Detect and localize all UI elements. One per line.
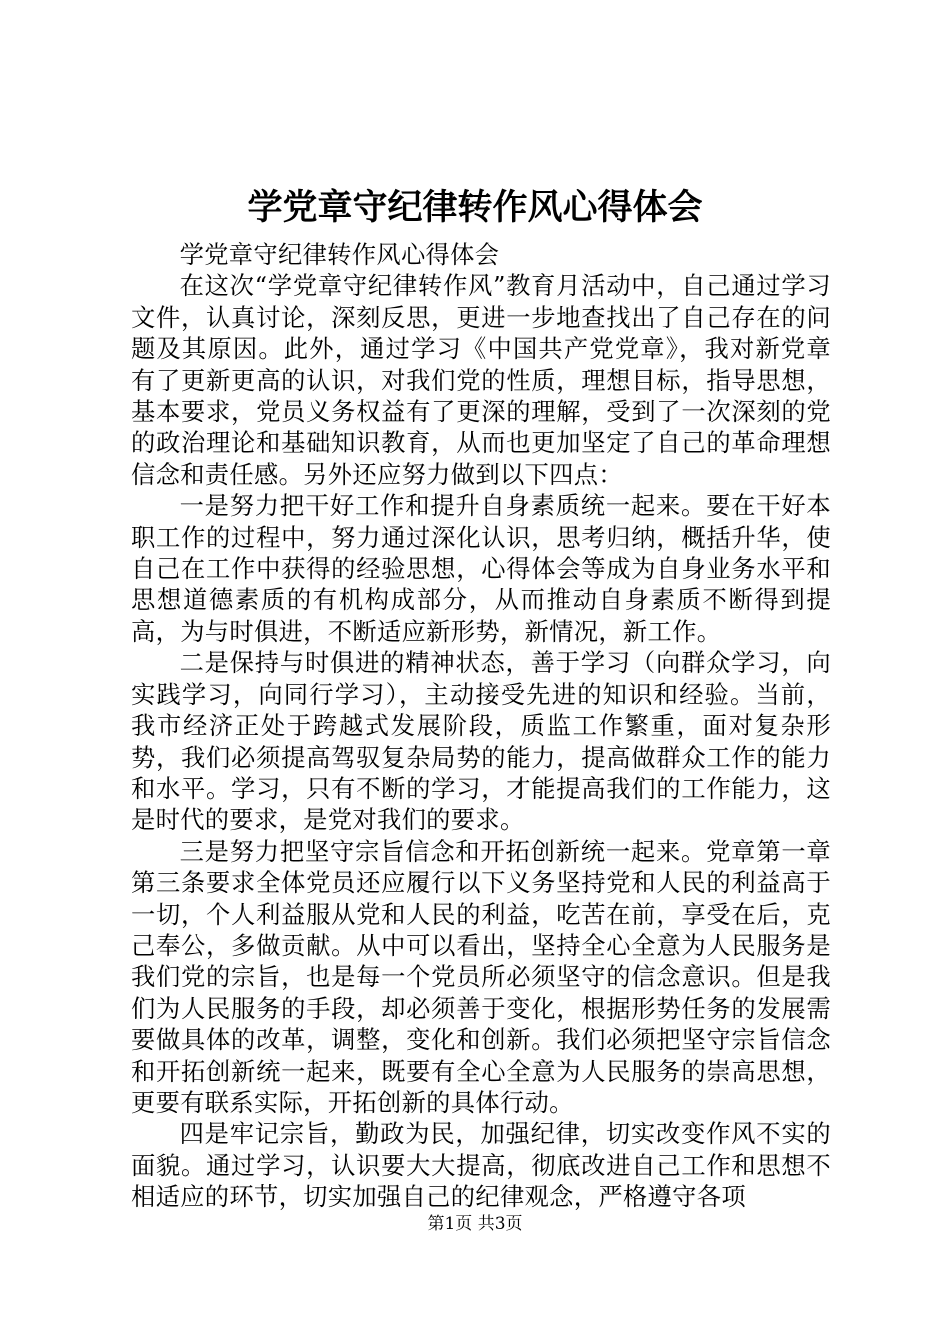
paragraph-intro: 在这次“学党章守纪律转作风”教育月活动中，自己通过学习文件，认真讨论，深刻反思，更进一步地查找出了自己存在的问题及其原因。此外，通过学习《中国共产党党章》，我对新党章有了更新更高的认识，对我们党的性质，理想目标，指导思想，基本要求，党员义务权益有了更深的理解，受到了一次深刻的党的政治理论和基础知识教育，从而也更加坚定了自己的革命理想信念和责任感。另外还应努力做到以下四点：: [131, 271, 831, 489]
paragraph-point-two: 二是保持与时俱进的精神状态，善于学习（向群众学习，向实践学习，向同行学习），主动接受先进的知识和经验。当前，我市经济正处于跨越式发展阶段，质监工作繁重，面对复杂形势，我们必须提高驾驭复杂局势的能力，提高做群众工作的能力和水平。学习，只有不断的学习，才能提高我们的工作能力，这是时代的要求，是党对我们的要求。: [131, 648, 831, 835]
page-number-footer: 第1页 共3页: [427, 1214, 523, 1234]
paragraph-point-three: 三是努力把坚守宗旨信念和开拓创新统一起来。党章第一章第三条要求全体党员还应履行以下义务坚持党和人民的利益高于一切，个人利益服从党和人民的利益，吃苦在前，享受在后，克己奉公，多做贡献。从中可以看出，坚持全心全意为人民服务是我们党的宗旨，也是每一个党员所必须坚守的信念意识。但是我们为人民服务的手段，却必须善于变化，根据形势任务的发展需要做具体的改革，调整，变化和创新。我们必须把坚守宗旨信念和开拓创新统一起来，既要有全心全意为人民服务的崇高思想，更要有联系实际，开拓创新的具体行动。: [131, 836, 831, 1117]
paragraph-point-one: 一是努力把干好工作和提升自身素质统一起来。要在干好本职工作的过程中，努力通过深化认识，思考归纳，概括升华，使自己在工作中获得的经验思想，心得体会等成为自身业务水平和思想道德素质的有机构成部分，从而推动自身素质不断得到提高，为与时俱进，不断适应新形势，新情况，新工作。: [131, 491, 831, 646]
document-body: [131, 239, 831, 1213]
document-title: 学党章守纪律转作风心得体会: [247, 187, 703, 228]
paragraph-subtitle: 学党章守纪律转作风心得体会: [179, 240, 500, 269]
paragraph-point-four: 四是牢记宗旨，勤政为民，加强纪律，切实改变作风不实的面貌。通过学习，认识要大大提高，彻底改进自己工作和思想不相适应的环节，切实加强自己的纪律观念，严格遵守各项: [131, 1119, 831, 1212]
